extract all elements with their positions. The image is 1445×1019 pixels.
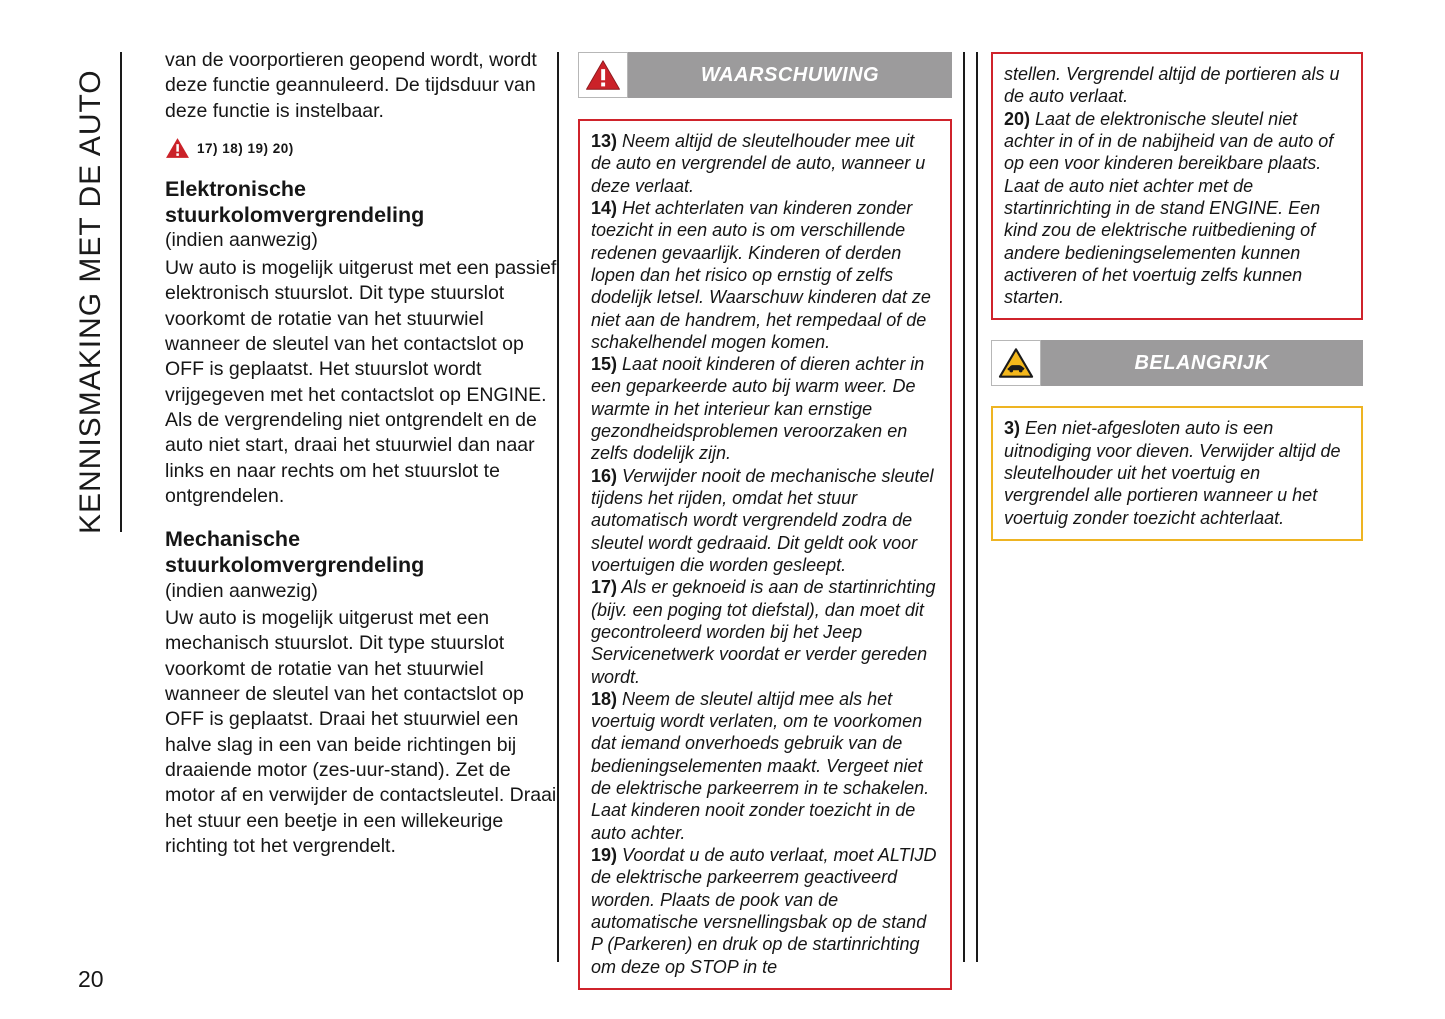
- item-text: Neem de sleutel altijd mee als het voertuig wordt verlaten, om te voorkomen dat iemand onverhoeds gebruik van de bedieningselementen maakt. Vergeet niet de elektrische parkeerrem in te schakelen. Laat kinderen nooit zonder toezicht in de auto achter.: [591, 688, 930, 843]
- column-divider-3: [976, 52, 978, 962]
- section-body-electronic-lock: Uw auto is mogelijk uitgerust met een passief elektronisch stuurslot. Dit type stuurslot voorkomt de rotatie van het stuurwiel wanneer de sleutel van het contactslot op OFF is geplaatst. Het stuurslot wordt vrijgegeven met het contactslot op ENGINE. Als de vergrendeling niet ontgrendelt en de auto niet start, draai het stuurwiel dan naar links en naar rechts om het stuurslot te ontgrendelen.: [165, 256, 557, 507]
- availability-note: (indien aanwezig): [165, 579, 318, 602]
- warning-title-bar: WAARSCHUWING: [628, 52, 952, 98]
- warning-icon-cell: [578, 52, 628, 98]
- left-column: [165, 48, 559, 859]
- item-number: 14): [591, 197, 618, 218]
- warning-item: [591, 353, 939, 465]
- intro-paragraph: van de voorportieren geopend wordt, wordt deze functie geannuleerd. De tijdsduur van deze functie is instelbaar.: [165, 49, 537, 122]
- warning-triangle-icon: [585, 59, 621, 91]
- important-box: [991, 406, 1363, 541]
- section-heading-electronic-lock: Elektronische stuurkolomvergrendeling: [165, 177, 425, 228]
- item-text: Neem altijd de sleutelhouder mee uit de auto en vergrendel de auto, wanneer u deze verlaat.: [591, 131, 926, 196]
- item-number: 19): [591, 845, 618, 865]
- important-title-bar: BELANGRIJK: [1041, 340, 1363, 386]
- page-number: 20: [78, 966, 104, 992]
- warning-refs-row: [165, 137, 559, 159]
- important-item: [1004, 417, 1350, 529]
- warning-item: [591, 576, 939, 688]
- section-body-mechanical-lock: Uw auto is mogelijk uitgerust met een mechanisch stuurslot. Dit type stuurslot voorkomt de rotatie van het stuurwiel wanneer de sleutel van het contactslot op OFF is geplaatst. Draai het stuurwiel een halve slag in een van beide richtingen bij draaiende motor (zes-uur-stand). Zet de motor af en verwijder de contactsleutel. Draai het stuur een beetje in een willekeurige richting tot het vergrendelt.: [165, 607, 557, 858]
- section-heading-mechanical-lock: Mechanische stuurkolomvergrendeling: [165, 527, 425, 578]
- item-number: 17): [591, 577, 618, 598]
- item-text: Een niet-afgesloten auto is een uitnodiging voor dieven. Verwijder altijd de sleutelhouder uit het voertuig en vergrendel alle portieren wanneer u het voertuig zonder toezicht achterlaat.: [1004, 418, 1341, 528]
- item-number: 13): [591, 131, 618, 151]
- item-text: Het achterlaten van kinderen zonder toezicht in een auto is om verschillende redenen gevaarlijk. Kinderen of derden lopen dan het risico op ernstig of zelfs dodelijk letsel. Waarschuw kinderen dat ze niet aan de handrem, het rempedaal of de schakelhendel mogen komen.: [591, 197, 931, 352]
- warning-continuation: stellen. Vergrendel altijd de portieren als u de auto verlaat.: [1004, 64, 1340, 107]
- availability-note: (indien aanwezig): [165, 229, 318, 252]
- column-divider-2: [963, 52, 965, 962]
- warning-box: [578, 119, 952, 990]
- item-text: Als er geknoeid is aan de startinrichting (bijv. een poging tot diefstal), dan moet dit gecontroleerd worden bij het Jeep Servicenetwerk voordat er verder gereden wordt.: [591, 577, 936, 687]
- important-icon-cell: [991, 340, 1041, 386]
- item-number: 15): [591, 354, 618, 375]
- chapter-title-vertical: KENNISMAKING MET DE AUTO: [74, 69, 107, 534]
- warning-box-continued: [991, 52, 1363, 320]
- important-header: [991, 340, 1363, 386]
- warning-ref-numbers: 17) 18) 19) 20): [197, 140, 294, 156]
- item-number: 20): [1004, 108, 1031, 129]
- item-number: 18): [591, 688, 618, 709]
- important-car-warning-icon: [998, 347, 1034, 379]
- item-text: Voordat u de auto verlaat, moet ALTIJD de elektrische parkeerrem geactiveerd worden. Plaats de pook van de automatische versnellingsbak op de stand P (Parkeren) en druk op de startinrichting om deze op STOP in te: [591, 845, 937, 977]
- warning-item: [591, 688, 939, 844]
- warning-triangle-icon: [165, 137, 190, 159]
- item-text: Laat nooit kinderen of dieren achter in een geparkeerde auto bij warm weer. De warmte in het interieur kan ernstige gezondheidsproblemen veroorzaken en zelfs dodelijk zijn.: [591, 354, 925, 464]
- item-number: 3): [1004, 418, 1021, 439]
- warning-item: [591, 844, 939, 978]
- warning-item: [591, 465, 939, 577]
- item-text: Verwijder nooit de mechanische sleutel tijdens het rijden, omdat het stuur automatisch wordt vergrendeld zodra de sleutel wordt gedraaid. Dit geldt ook voor voertuigen die worden gesleept.: [591, 465, 934, 575]
- chapter-rule: [120, 52, 122, 532]
- item-number: 16): [591, 465, 618, 486]
- warning-header: [578, 52, 952, 98]
- right-column: [991, 52, 1363, 541]
- warning-item: [591, 130, 939, 197]
- warning-column: [578, 52, 952, 990]
- warning-item: [1004, 108, 1350, 309]
- item-text: Laat de elektronische sleutel niet achter in of in de nabijheid van de auto of op een voor kinderen bereikbare plaats. Laat de auto niet achter met de startinrichting in de stand ENGINE. Een kind zou de elektrische ruitbediening of andere bedieningselementen kunnen activeren of het voertuig zelfs kunnen starten.: [1004, 108, 1334, 308]
- warning-item: [591, 197, 939, 353]
